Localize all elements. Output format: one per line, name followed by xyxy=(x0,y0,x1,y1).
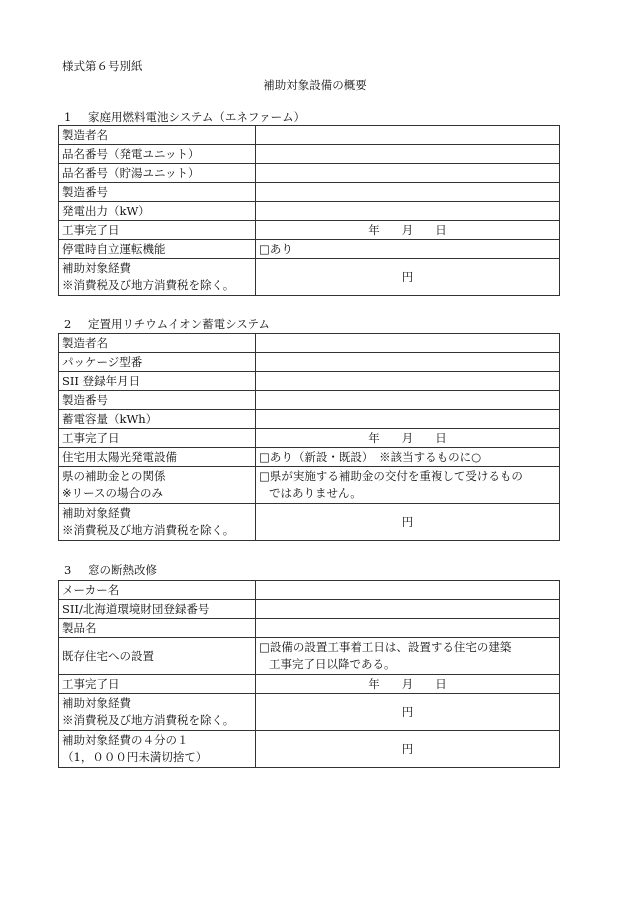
table-row xyxy=(59,410,560,429)
label-line: 補助対象経費 xyxy=(62,506,131,520)
label-line: ※消費税及び地方消費税を除く。 xyxy=(62,713,235,727)
day-label: 日 xyxy=(435,677,447,691)
value-cell[interactable] xyxy=(256,600,560,619)
table-row xyxy=(59,221,560,240)
row-label: SII/北海道環境財団登録番号 xyxy=(59,600,256,619)
form-id: 様式第６号別紙 xyxy=(62,59,143,73)
row-label: 製品名 xyxy=(59,619,256,638)
date-cell[interactable] xyxy=(256,221,560,240)
table-row xyxy=(59,259,560,296)
row-label xyxy=(59,259,256,296)
label-line: （1，０００円未満切捨て） xyxy=(62,750,208,764)
table-row xyxy=(59,504,560,541)
value-cell[interactable] xyxy=(256,145,560,164)
row-label: SII 登録年月日 xyxy=(59,372,256,391)
month-label: 月 xyxy=(401,223,414,237)
value-cell[interactable] xyxy=(256,410,560,429)
label-line: 補助対象経費 xyxy=(62,696,131,710)
table-row xyxy=(59,581,560,600)
section-title-text: 定置用リチウムイオン蓄電システム xyxy=(88,317,270,331)
value-line: □県が実施する補助金の交付を重複して受けるもの xyxy=(259,469,523,483)
table-row xyxy=(59,334,560,353)
row-label xyxy=(59,504,256,541)
table-row xyxy=(59,429,560,448)
table-row xyxy=(59,675,560,694)
month-label: 月 xyxy=(401,431,414,445)
row-label: 品名番号（貯湯ユニット） xyxy=(59,164,256,183)
row-label: 住宅用太陽光発電設備 xyxy=(59,448,256,467)
section-3-table xyxy=(58,580,560,768)
table-row xyxy=(59,372,560,391)
label-line: 補助対象経費の４分の１ xyxy=(62,733,189,747)
row-label: 停電時自立運転機能 xyxy=(59,240,256,259)
row-label: 製造番号 xyxy=(59,183,256,202)
day-label: 日 xyxy=(435,431,447,445)
value-cell[interactable] xyxy=(256,202,560,221)
row-label: 既存住宅への設置 xyxy=(59,638,256,675)
table-row xyxy=(59,164,560,183)
relation-checkbox[interactable] xyxy=(256,467,560,504)
yen-cell[interactable]: 円 xyxy=(256,731,560,768)
solar-checkbox[interactable]: □あり（新設・既設） ※該当するものに○ xyxy=(256,448,560,467)
label-line: 補助対象経費 xyxy=(62,261,131,275)
value-cell[interactable] xyxy=(256,619,560,638)
value-cell[interactable] xyxy=(256,164,560,183)
row-label: メーカー名 xyxy=(59,581,256,600)
label-line: ※リースの場合のみ xyxy=(62,486,164,500)
date-cell[interactable] xyxy=(256,675,560,694)
table-row xyxy=(59,467,560,504)
value-cell[interactable] xyxy=(256,391,560,410)
value-cell[interactable] xyxy=(256,334,560,353)
row-label: 工事完了日 xyxy=(59,429,256,448)
value-cell[interactable] xyxy=(256,581,560,600)
value-cell[interactable] xyxy=(256,372,560,391)
section-title-text: 家庭用燃料電池システム（エネファーム） xyxy=(88,110,306,124)
table-row xyxy=(59,353,560,372)
value-cell[interactable] xyxy=(256,183,560,202)
row-label xyxy=(59,694,256,731)
year-label: 年 xyxy=(368,431,380,445)
section-3-title xyxy=(64,562,157,578)
section-title-text: 窓の断熱改修 xyxy=(88,563,157,577)
row-label: 製造者名 xyxy=(59,126,256,145)
table-row xyxy=(59,391,560,410)
row-label: 蓄電容量（kWh） xyxy=(59,410,256,429)
month-label: 月 xyxy=(401,677,414,691)
document-title: 補助対象設備の概要 xyxy=(263,78,367,92)
value-line: 工事完了日以降である。 xyxy=(269,657,396,671)
table-row xyxy=(59,202,560,221)
label-line: ※消費税及び地方消費税を除く。 xyxy=(62,523,235,537)
label-line: 県の補助金との関係 xyxy=(62,469,166,483)
row-label: 製造番号 xyxy=(59,391,256,410)
value-line: ではありません。 xyxy=(269,486,362,500)
row-label: パッケージ型番 xyxy=(59,353,256,372)
value-cell[interactable] xyxy=(256,353,560,372)
blackout-checkbox[interactable]: □あり xyxy=(256,240,560,259)
year-label: 年 xyxy=(368,223,380,237)
row-label: 工事完了日 xyxy=(59,221,256,240)
section-1-title xyxy=(64,109,305,125)
section-number: 1 xyxy=(64,110,72,124)
value-line: □設備の設置工事着工日は、設置する住宅の建築 xyxy=(259,640,512,654)
label-line: ※消費税及び地方消費税を除く。 xyxy=(62,278,235,292)
table-row xyxy=(59,638,560,675)
section-2-title xyxy=(64,316,270,332)
table-row xyxy=(59,145,560,164)
year-label: 年 xyxy=(368,677,380,691)
table-row xyxy=(59,448,560,467)
section-number: 3 xyxy=(64,563,72,577)
table-row xyxy=(59,183,560,202)
table-row xyxy=(59,240,560,259)
section-number: 2 xyxy=(64,317,72,331)
section-2-table xyxy=(58,333,560,541)
yen-cell[interactable]: 円 xyxy=(256,694,560,731)
day-label: 日 xyxy=(435,223,447,237)
row-label: 工事完了日 xyxy=(59,675,256,694)
row-label xyxy=(59,467,256,504)
yen-cell[interactable]: 円 xyxy=(256,259,560,296)
table-row xyxy=(59,619,560,638)
section-1-table xyxy=(58,125,560,296)
table-row xyxy=(59,600,560,619)
row-label xyxy=(59,731,256,768)
row-label: 発電出力（kW） xyxy=(59,202,256,221)
row-label: 製造者名 xyxy=(59,334,256,353)
value-cell[interactable] xyxy=(256,126,560,145)
existing-checkbox[interactable] xyxy=(256,638,560,675)
table-row xyxy=(59,731,560,768)
date-cell[interactable] xyxy=(256,429,560,448)
table-row xyxy=(59,694,560,731)
table-row xyxy=(59,126,560,145)
row-label: 品名番号（発電ユニット） xyxy=(59,145,256,164)
yen-cell[interactable]: 円 xyxy=(256,504,560,541)
